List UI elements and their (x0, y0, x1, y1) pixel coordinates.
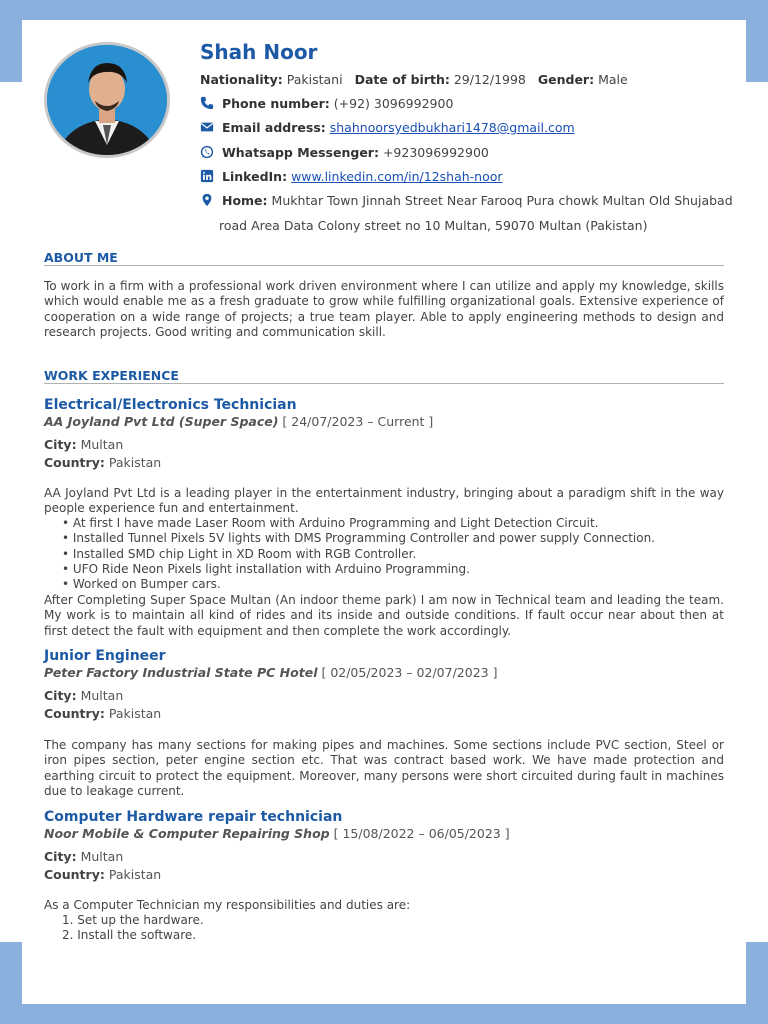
list-item: • UFO Ride Neon Pixels light installation with Arduino Programming. (62, 561, 470, 576)
linkedin-icon (200, 169, 214, 183)
job-dates: [ 02/05/2023 – 02/07/2023 ] (321, 665, 498, 680)
gender-value: Male (598, 72, 628, 87)
job-numbered-list (62, 913, 204, 944)
about-text: To work in a firm with a professional work driven environment where I can utilize and apply my knowledge, skills which would enable me as a fresh graduate to grow while fulfilling organizational goals. Extensive experience of cooperation on a wide range of projects; a true team player. Able to apply engineering methods to design and research projects. Good writing and communication skill. (44, 279, 724, 339)
corner-decoration (0, 942, 22, 1004)
job-title: Electrical/Electronics Technician (44, 397, 297, 413)
about-section-title: ABOUT ME (44, 250, 118, 265)
personal-details (200, 72, 628, 87)
home-address-line2: road Area Data Colony street no 10 Multan, 59070 Multan (Pakistan) (219, 218, 648, 233)
home-label: Home: (221, 193, 268, 208)
list-item: • At first I have made Laser Room with Arduino Programming and Light Detection Circuit. (62, 516, 599, 530)
job-title: Junior Engineer (44, 648, 166, 664)
job-company: Noor Mobile & Computer Repairing Shop (44, 826, 330, 841)
phone-label: Phone number: (221, 96, 330, 111)
phone-row (200, 96, 453, 111)
job-city: City: Multan (44, 849, 124, 864)
corner-decoration (746, 20, 768, 82)
nationality-label: Nationality: (200, 72, 283, 87)
top-band (0, 0, 768, 20)
phone-icon (200, 96, 214, 110)
job-city: City: Multan (44, 688, 124, 703)
list-item: • Installed SMD chip Light in XD Room with RGB Controller. (62, 546, 417, 561)
job-description: After Completing Super Space Multan (An indoor theme park) I am now in Technical team and leading the team. My work is to maintain all kind of rides and its inside and outside conditions. If fault occur near about then at first detect the fault with equipment and then complete the work accordingly. (44, 593, 724, 638)
whatsapp-row (200, 145, 489, 160)
job-city: City: Multan (44, 437, 124, 452)
list-item: • Worked on Bumper cars. (62, 577, 221, 592)
job-country: Country: Pakistan (44, 455, 162, 470)
job-dates: [ 15/08/2022 – 06/05/2023 ] (333, 826, 510, 841)
email-label: Email address: (221, 120, 326, 135)
list-item: 2. Install the software. (62, 928, 197, 943)
envelope-icon (200, 120, 214, 134)
whatsapp-icon (200, 145, 214, 159)
section-divider (44, 265, 724, 266)
whatsapp-label: Whatsapp Messenger: (221, 145, 379, 160)
corner-decoration (0, 20, 22, 82)
job-title: Computer Hardware repair technician (44, 809, 343, 825)
job-bullet-list (62, 516, 655, 592)
job-country: Country: Pakistan (44, 706, 162, 721)
job-company-line (44, 665, 497, 680)
nationality-value: Pakistani (286, 72, 343, 87)
job-description: AA Joyland Pvt Ltd is a leading player in the entertainment industry, bringing about a paradigm shift in the way people experience fun and entertainment. (44, 486, 724, 516)
gender-label: Gender: (537, 72, 595, 87)
profile-photo-illustration (47, 45, 167, 155)
job-company: Peter Factory Industrial State PC Hotel (44, 665, 318, 680)
list-item: • Installed Tunnel Pixels 5V lights with DMS Programming Controller and power supply Connection. (62, 531, 656, 546)
work-section-title: WORK EXPERIENCE (44, 368, 179, 383)
linkedin-row (200, 169, 503, 184)
candidate-name: Shah Noor (200, 40, 318, 64)
corner-decoration (746, 942, 768, 1004)
home-row (200, 193, 733, 208)
list-item: 1. Set up the hardware. (62, 913, 204, 927)
linkedin-label: LinkedIn: (221, 169, 288, 184)
job-description: As a Computer Technician my responsibilities and duties are: (44, 898, 411, 912)
job-dates: [ 24/07/2023 – Current ] (282, 414, 434, 429)
dob-value: 29/12/1998 (453, 72, 526, 87)
email-link[interactable]: shahnoorsyedbukhari1478@gmail.com (329, 120, 575, 135)
profile-photo (44, 42, 170, 158)
dob-label: Date of birth: (354, 72, 450, 87)
email-row (200, 120, 575, 135)
job-company: AA Joyland Pvt Ltd (Super Space) (44, 414, 279, 429)
linkedin-link[interactable]: www.linkedin.com/in/12shah-noor (291, 169, 503, 184)
section-divider (44, 383, 724, 384)
map-pin-icon (200, 193, 214, 207)
bottom-band (0, 1004, 768, 1024)
phone-value: (+92) 3096992900 (333, 96, 454, 111)
whatsapp-value: +923096992900 (382, 145, 489, 160)
job-country: Country: Pakistan (44, 867, 162, 882)
home-address-line1: Mukhtar Town Jinnah Street Near Farooq Pura chowk Multan Old Shujabad (271, 193, 733, 208)
job-company-line (44, 414, 433, 429)
job-description: The company has many sections for making pipes and machines. Some sections include PVC section, Steel or iron pipes section, peter engine section etc. That was contract based work. We have made protection and earthing circuit to protect the equipment. Moreover, many persons were short circuited during fault in machines due to leakage current. (44, 738, 724, 798)
job-company-line (44, 826, 510, 841)
